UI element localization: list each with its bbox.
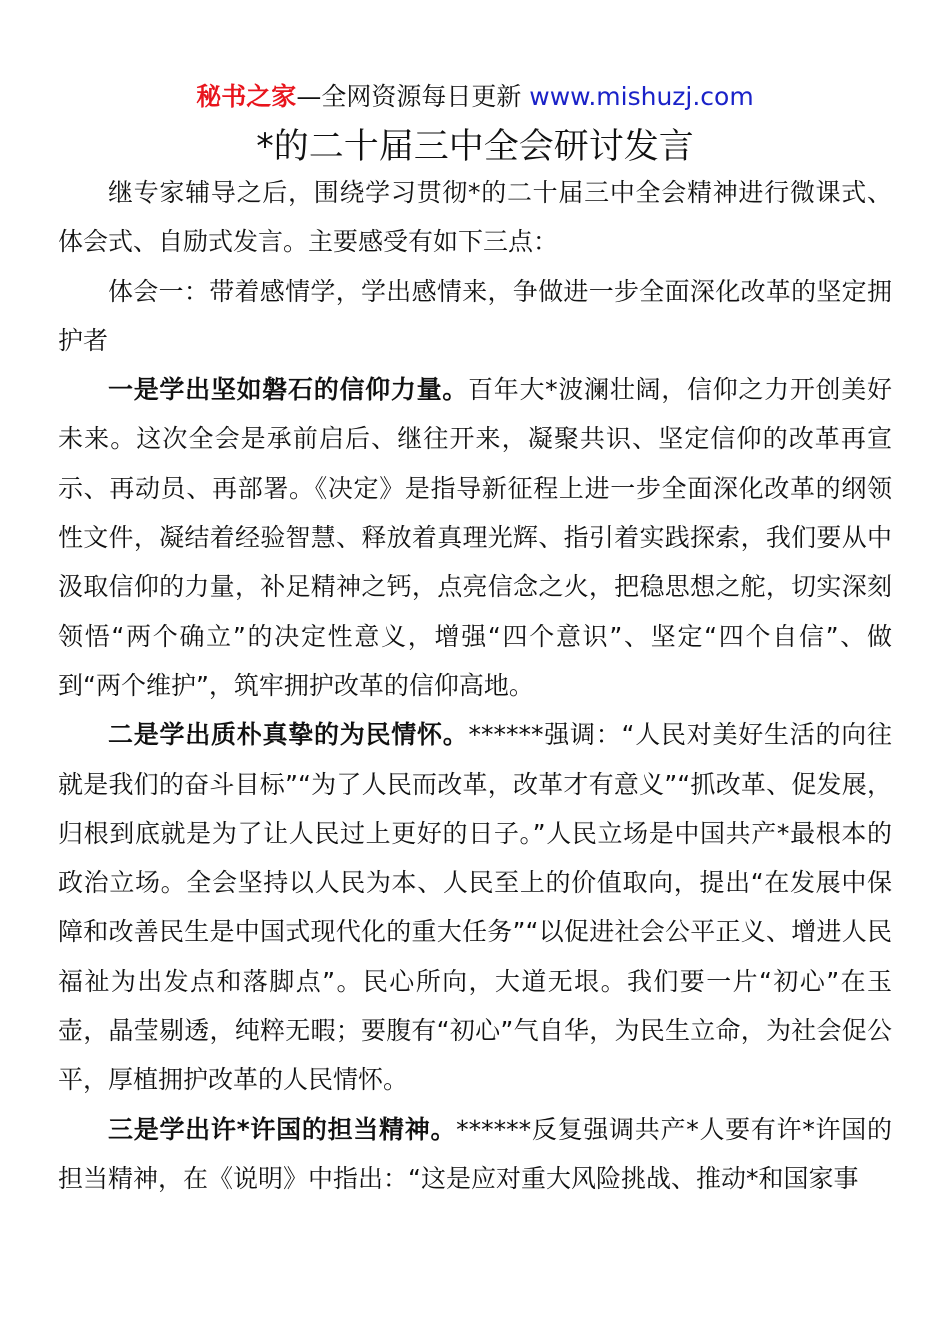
site-slogan: —全网资源每日更新 (296, 82, 522, 111)
point-one-body: 百年大*波澜壮阔，信仰之力开创美好未来。这次全会是承前启后、继往开来，凝聚共识、坚定信仰的改革再宣示、再动员、再部署。《决定》是指导新征程上进一步全面深化改革的纲领性文件，凝结着经验智慧、释放着真理光辉、指引着实践探索，我们要从中汲取信仰的力量，补足精神之钙，点亮信念之火，把稳思想之舵，切实深刻领悟“两个确立”的决定性意义，增强“四个意识”、坚定“四个自信”、做到“两个维护”，筑牢拥护改革的信仰高地。 (58, 375, 892, 700)
site-brand: 秘书之家 (196, 82, 297, 111)
document-title: *的二十届三中全会研讨发言 (256, 127, 694, 167)
intro-paragraph: 继专家辅导之后，围绕学习贯彻*的二十届三中全会精神进行微课式、体会式、自励式发言。主要感受有如下三点： (58, 178, 892, 257)
section-heading-paragraph: 体会一：带着感情学，学出感情来，争做进一步全面深化改革的坚定拥护者 (58, 276, 892, 355)
point-three-body: ******反复强调共产*人要有许*许国的担当精神，在《说明》中指出：“这是应对重大风险挑战、推动*和国家事 (58, 1114, 892, 1193)
point-two-paragraph (58, 710, 892, 1104)
document-body (58, 168, 892, 1203)
site-header (0, 80, 950, 114)
point-one-heading: 一是学出坚如磐石的信仰力量。 (108, 375, 469, 405)
point-two-body: ******强调：“人民对美好生活的向往就是我们的奋斗目标”“为了人民而改革，改革才有意义”“抓改革、促发展，归根到底就是为了让人民过上更好的日子。”人民立场是中国共产*最根本的政治立场。全会坚持以人民为本、人民至上的价值取向，提出“在发展中保障和改善民生是中国式现代化的重大任务”“以促进社会公平正义、增进人民福祉为出发点和落脚点”。民心所向，大道无垠。我们要一片“初心”在玉壶，晶莹剔透，纯粹无暇；要腹有“初心”气自华，为民生立命，为社会促公平，厚植拥护改革的人民情怀。 (58, 720, 892, 1095)
point-three-paragraph (58, 1105, 892, 1204)
point-three-heading: 三是学出许*许国的担当精神。 (108, 1114, 457, 1144)
point-two-heading: 二是学出质朴真挚的为民情怀。 (108, 720, 469, 750)
site-url-link[interactable]: www.mishuzj.com (529, 82, 754, 111)
point-one-paragraph (58, 365, 892, 710)
